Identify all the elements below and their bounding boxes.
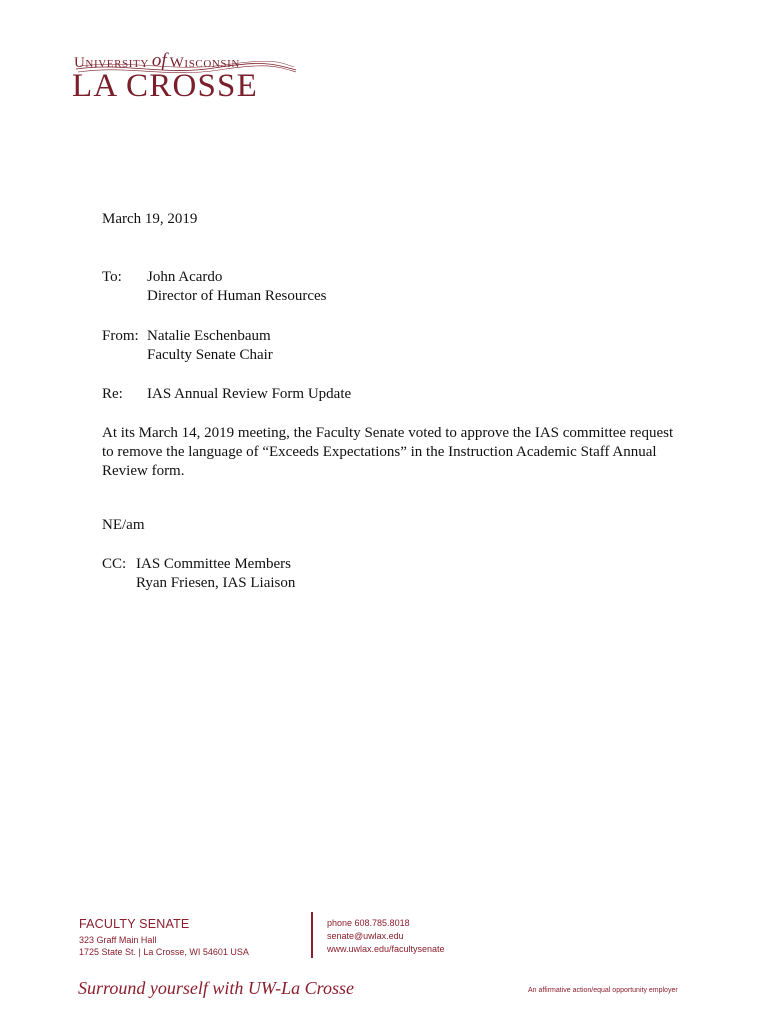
cc-label: CC: (102, 556, 127, 572)
to-name: John Acardo (147, 269, 223, 285)
footer-divider (311, 912, 313, 958)
university-logo (74, 48, 298, 104)
from-name: Natalie Eschenbaum (147, 328, 271, 344)
cc-recipient-1: IAS Committee Members (136, 556, 291, 572)
footer-tagline: Surround yourself with UW-La Crosse (78, 978, 355, 998)
memo-paragraph: At its March 14, 2019 meeting, the Faculty Senate voted to approve the IAS committee request to remove the language of “Exceeds Expectations” in the Instruction Academic Staff Annual Review form. (102, 425, 674, 479)
footer-address-line1: 323 Graff Main Hall (79, 935, 157, 945)
memo-initials: NE/am (102, 517, 145, 533)
to-title: Director of Human Resources (147, 288, 327, 304)
memo-date: March 19, 2019 (102, 211, 198, 227)
footer-eoe-statement: An affirmative action/equal opportunity employer (528, 987, 678, 994)
footer-contact-block (327, 917, 445, 956)
footer-office-name: FACULTY SENATE (79, 917, 190, 931)
letterhead-footer (0, 905, 770, 1015)
footer-website[interactable]: www.uwlax.edu/facultysenate (327, 944, 445, 954)
to-label: To: (102, 269, 122, 285)
footer-address-line2: 1725 State St. | La Crosse, WI 54601 USA (79, 947, 249, 957)
re-label: Re: (102, 386, 123, 402)
re-subject: IAS Annual Review Form Update (147, 386, 352, 402)
footer-office-block (79, 917, 249, 958)
logo-la-crosse-text: LA CROSSE (72, 68, 258, 104)
logo-of-text: of (151, 50, 167, 71)
footer-phone: phone 608.785.8018 (327, 918, 410, 928)
from-label: From: (102, 328, 139, 344)
logo-university-text: University (74, 55, 149, 71)
from-title: Faculty Senate Chair (147, 347, 273, 363)
cc-recipient-2: Ryan Friesen, IAS Liaison (136, 575, 296, 591)
logo-wisconsin-text: Wisconsin (169, 55, 240, 71)
footer-email[interactable]: senate@uwlax.edu (327, 931, 404, 941)
